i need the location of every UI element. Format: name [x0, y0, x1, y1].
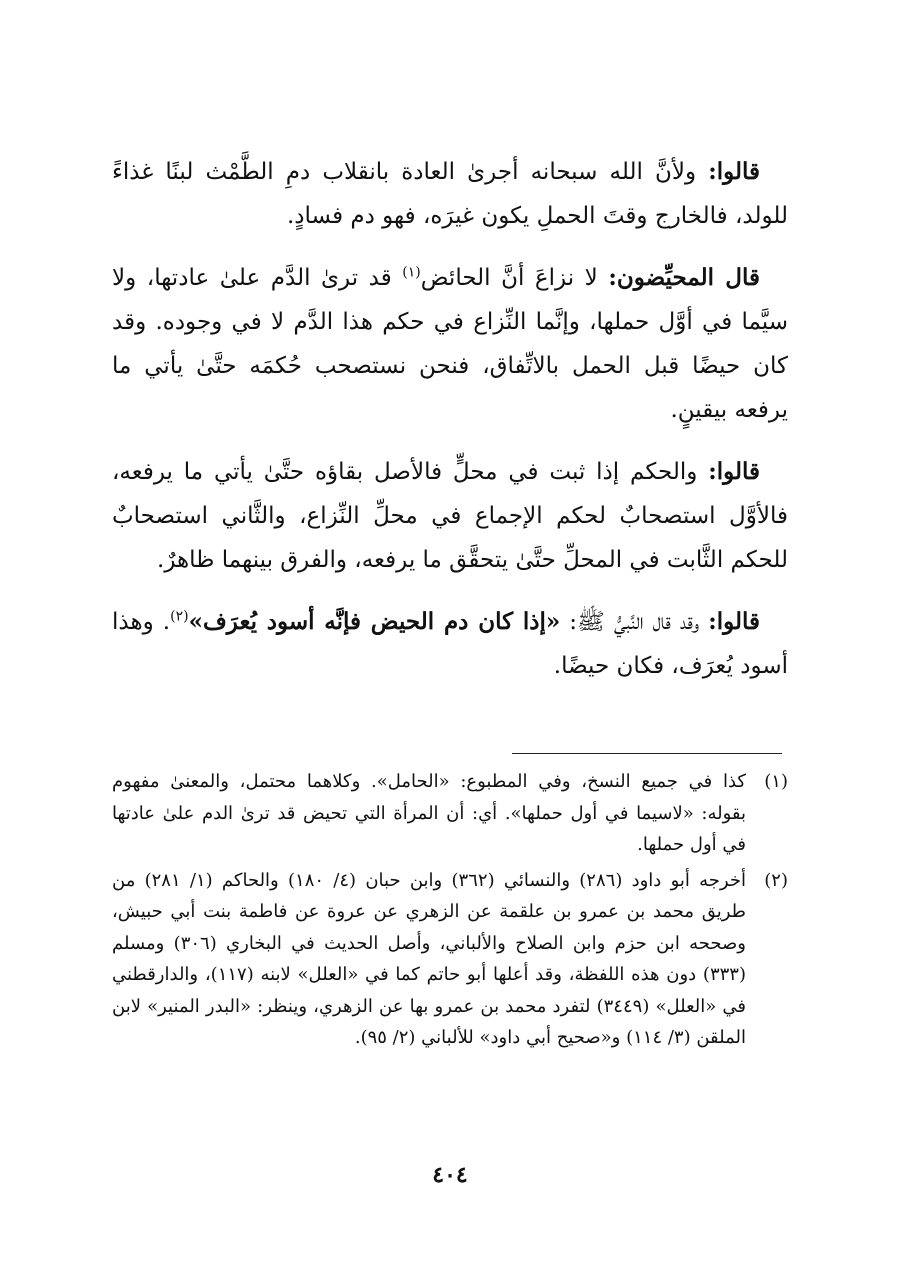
- speaker-label: قالوا:: [708, 158, 760, 185]
- footnote-divider: [512, 753, 782, 754]
- footnote-ref-1[interactable]: (١): [402, 264, 421, 281]
- page-number: ٤٠٤: [432, 1162, 468, 1188]
- paragraph-text: . وهذا أسود يُعرَف، فكان حيضًا.: [112, 609, 788, 679]
- paragraph-1: [112, 150, 788, 238]
- paragraph-text: والحكم إذا ثبت في محلٍّ فالأصل بقاؤه حتَّىٰ يأتي ما يرفعه، فالأوَّل استصحابٌ لحكم الإجماع في محلِّ النِّزاع، والثَّاني استصحابٌ للحكم الثَّابت في المحلِّ حتَّىٰ يتحقَّق ما يرفعه، والفرق بينهما ظاهرٌ.: [112, 459, 788, 573]
- paragraph-text: ولأنَّ الله سبحانه أجرىٰ العادة بانقلاب دمِ الطَّمْث لبنًا غذاءً للولد، فالخارج وقتَ الحملِ يكون غيرَه، فهو دم فسادٍ.: [112, 159, 788, 229]
- speaker-label: قالوا:: [708, 608, 760, 635]
- footnotes: [112, 766, 788, 1058]
- paragraph-3: [112, 450, 788, 582]
- paragraph-text: لا نزاعَ أنَّ الحائض: [420, 265, 598, 291]
- footnote-number: (٢): [764, 869, 788, 891]
- paragraph-text: وقد قال النَّبيُّ ﷺ:: [569, 609, 700, 635]
- speaker-label: قال المحيِّضون:: [608, 264, 760, 291]
- main-text: [112, 150, 788, 706]
- footnote-number: (١): [764, 771, 788, 792]
- paragraph-2: [112, 256, 788, 432]
- footnote-text: أخرجه أبو داود (٢٨٦) والنسائي (٣٦٢) وابن حبان (٤/ ١٨٠) والحاكم (١/ ٢٨١) من طريق محمد بن عمرو بن علقمة عن الزهري عن عروة عن فاطمة بنت أبي حبيش، وصححه ابن حزم وابن الصلاح والألباني، وأصل الحديث في البخاري (٣٠٦) ومسلم (٣٣٣) دون هذه اللفظة، وقد أعلها أبو حاتم كما في «العلل» لابنه (١١٧)، والدارقطني في «العلل» (٣٤٤٩) لتفرد محمد بن عمرو بها عن الزهري، وينظر: «البدر المنير» لابن الملقن (٣/ ١١٤) و«صحيح أبي داود» للألباني (٢/ ٩٥).: [112, 869, 747, 1048]
- speaker-label: قالوا:: [708, 458, 761, 485]
- footnote-text: كذا في جميع النسخ، وفي المطبوع: «الحامل». وكلاهما محتمل، والمعنىٰ مفهوم بقوله: «لاسيما في أول حملها». أي: أن المرأة التي تحيض قد ترىٰ الدم علىٰ عادتها في أول حملها.: [112, 771, 746, 855]
- paragraph-4: [112, 600, 788, 688]
- paragraph-text: قد ترىٰ الدَّم علىٰ عادتها، ولا سيَّما في أوَّل حملها، وإنَّما النِّزاع في حكم هذا الدَّم لا في وجوده. وقد كان حيضًا قبل الحمل بالاتِّفاق، فنحن نستصحب حُكمَه حتَّىٰ يأتي ما يرفعه بيقينٍ.: [112, 265, 788, 423]
- footnote-ref-2[interactable]: (٢): [170, 608, 189, 625]
- footnote-1: [112, 766, 788, 861]
- hadith-quote: «إذا كان دم الحيض فإنَّه أسود يُعرَف»: [188, 608, 561, 635]
- footnote-2: [112, 865, 788, 1054]
